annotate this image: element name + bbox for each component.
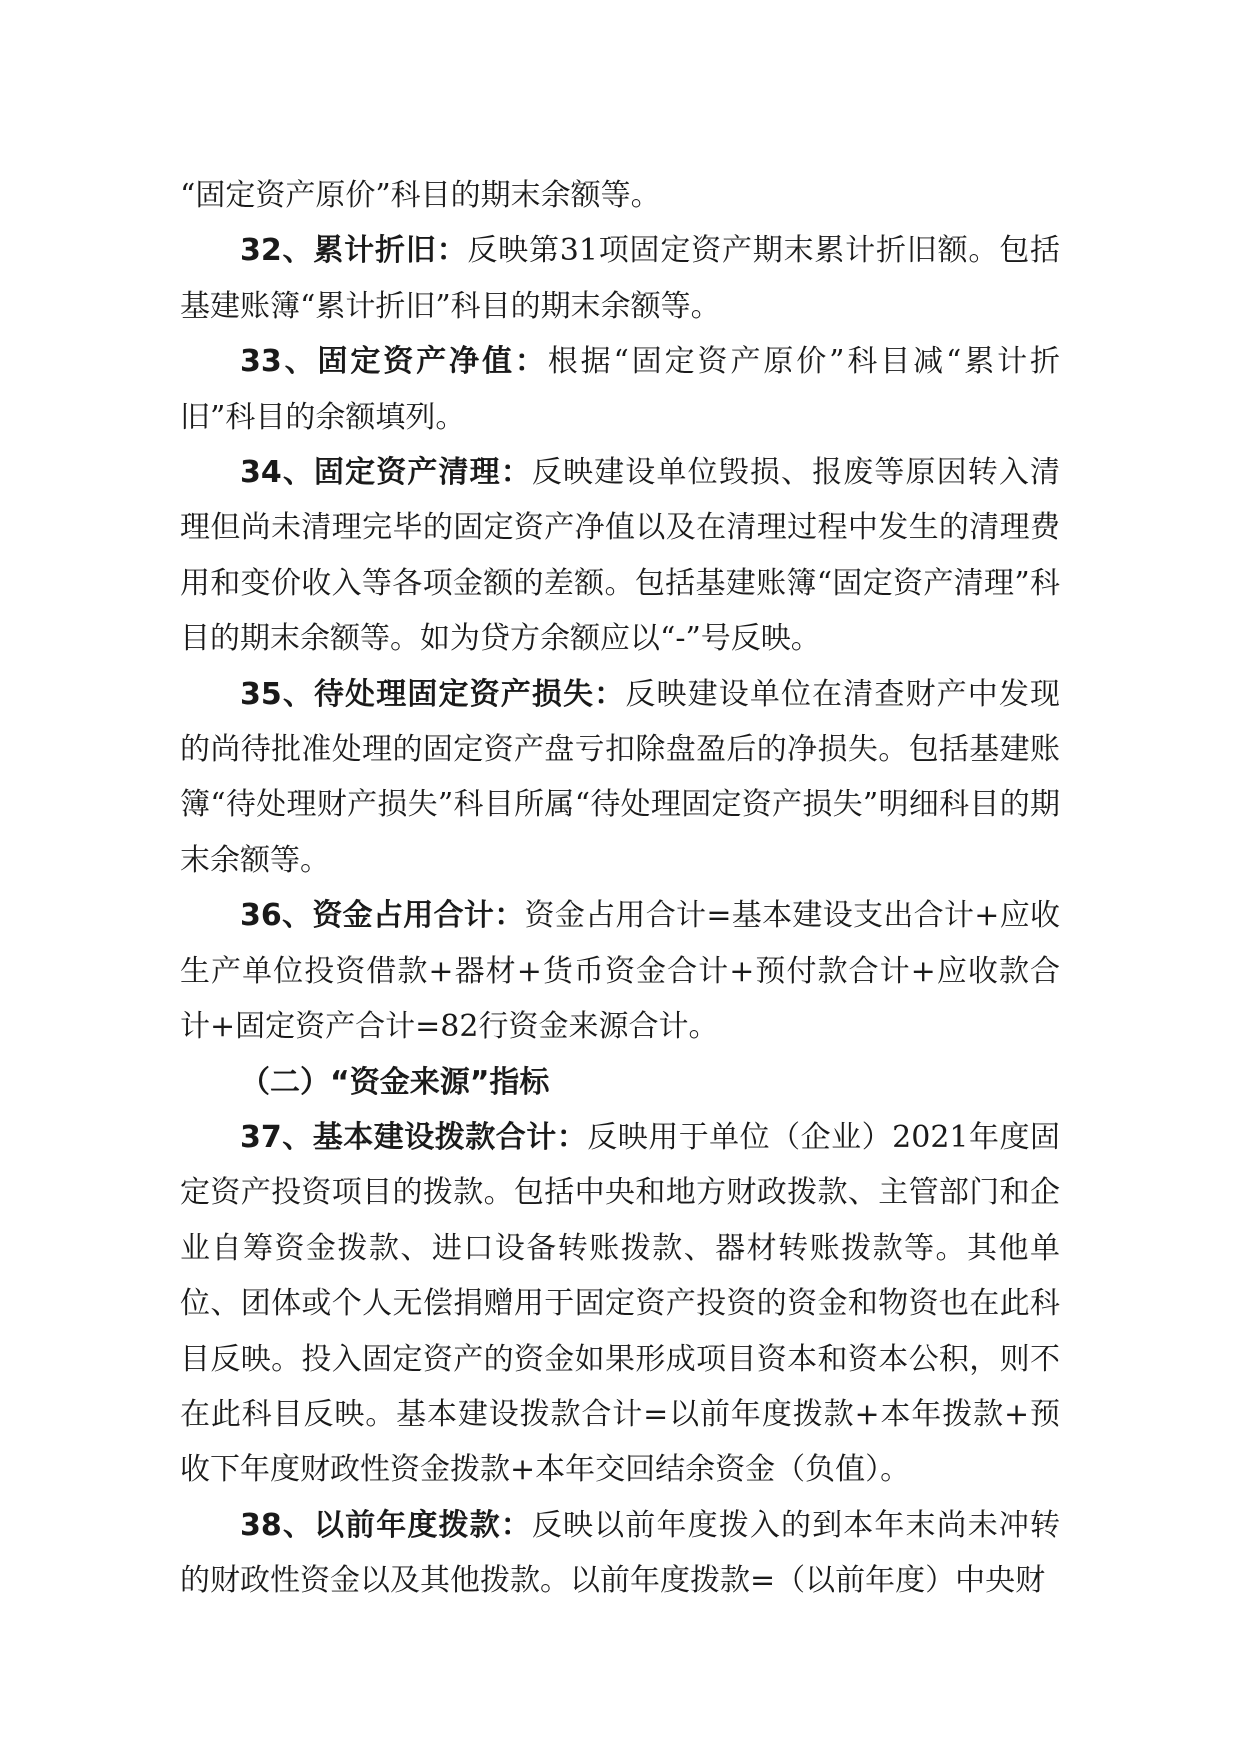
paragraph-text: 反映以前年度拨入的到本年末尚未冲转的财政性资金以及其他拨款。以前年度拨款=（以前年度）中央财 [180,1507,1061,1599]
term-label: 34、固定资产清理： [240,455,532,491]
term-label: 38、以前年度拨款： [240,1507,532,1543]
section-heading: （二）“资金来源”指标 [240,1064,550,1100]
document-page [180,168,1060,1609]
item-35-paragraph [180,667,1060,889]
paragraph-text: 反映第31项固定资产期末累计折旧额。包括基建账簿“累计折旧”科目的期末余额等。 [180,233,1060,324]
continuation-paragraph [180,168,1060,223]
term-label: 32、累计折旧： [240,233,468,269]
item-34-paragraph [180,445,1060,667]
term-label: 35、待处理固定资产损失： [240,676,626,712]
term-label: 33、固定资产净值： [240,344,548,380]
item-33-paragraph [180,334,1060,445]
paragraph-text: “固定资产原价”科目的期末余额等。 [180,178,661,213]
paragraph-text: 反映建设单位在清查财产中发现的尚待批准处理的固定资产盘亏扣除盘盈后的净损失。包括基建账簿“待处理财产损失”科目所属“待处理固定资产损失”明细科目的期末余额等。 [180,676,1061,878]
paragraph-text: 反映用于单位（企业）2021年度固定资产投资项目的拨款。包括中央和地方财政拨款、主管部门和企业自筹资金拨款、进口设备转账拨款、器材转账拨款等。其他单位、团体或个人无偿捐赠用于固定资产投资的资金和物资也在此科目反映。投入固定资产的资金如果形成项目资本和资本公积，则不在此科目反映。基本建设拨款合计=以前年度拨款+本年拨款+预收下年度财政性资金拨款+本年交回结余资金（负值）。 [180,1119,1060,1488]
paragraph-text: 资金占用合计=基本建设支出合计+应收生产单位投资借款+器材+货币资金合计+预付款合计+应收款合计+固定资产合计=82行资金来源合计。 [180,898,1060,1045]
paragraph-text: 反映建设单位毁损、报废等原因转入清理但尚未清理完毕的固定资产净值以及在清理过程中发生的清理费用和变价收入等各项金额的差额。包括基建账簿“固定资产清理”科目的期末余额等。如为贷方余额应以“-”号反映。 [180,455,1061,657]
term-label: 37、基本建设拨款合计： [240,1119,588,1155]
item-36-paragraph [180,888,1060,1054]
paragraph-text: 根据“固定资产原价”科目减“累计折旧”科目的余额填列。 [180,344,1061,435]
item-37-paragraph [180,1110,1060,1498]
term-label: 36、资金占用合计： [240,898,525,934]
item-38-paragraph [180,1498,1060,1609]
item-32-paragraph [180,223,1060,334]
